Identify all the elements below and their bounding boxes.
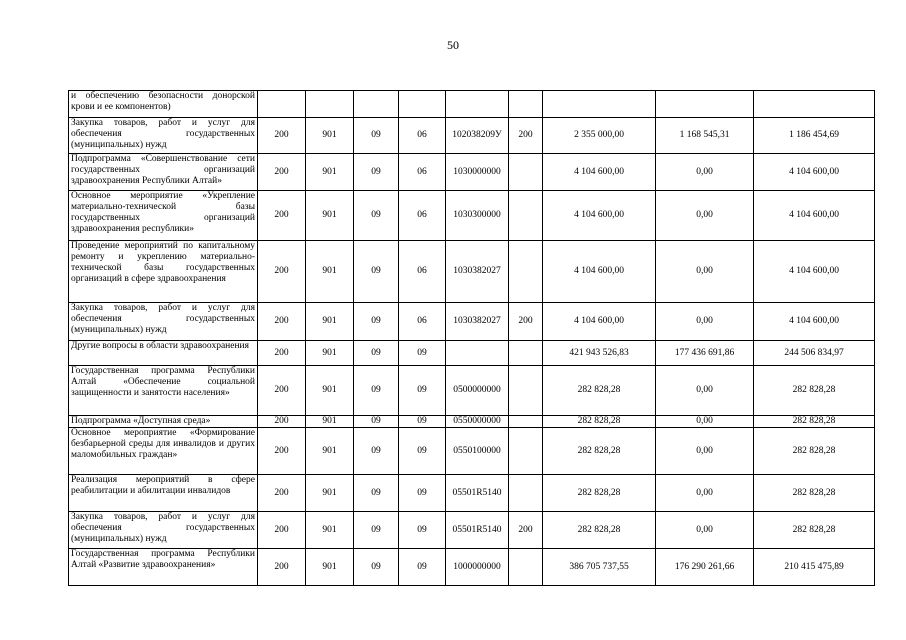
subdivision-code-cell: 09: [399, 341, 446, 366]
expense-type-cell: [509, 428, 543, 475]
amount-planned-cell: 4 104 600,00: [543, 191, 656, 241]
amount-executed-cell: [656, 91, 754, 118]
target-article-cell: 102038209У: [446, 118, 509, 154]
division-code-cell: 09: [354, 241, 399, 303]
ministry-code-cell: 901: [306, 549, 354, 586]
amount-executed-cell: 0,00: [656, 191, 754, 241]
amount-remaining-cell: 282 828,28: [754, 428, 875, 475]
row-name-cell: Подпрограмма «Совершенствование сети государственных организаций здравоохранения Республики Алтай»: [69, 154, 258, 191]
table-row: [69, 428, 875, 475]
section-code-cell: 200: [258, 241, 306, 303]
table-row: [69, 191, 875, 241]
row-name-cell: Другие вопросы в области здравоохранения: [69, 341, 258, 366]
table-row: [69, 241, 875, 303]
row-name-cell: Подпрограмма «Доступная среда»: [69, 416, 258, 428]
amount-executed-cell: 0,00: [656, 416, 754, 428]
section-code-cell: 200: [258, 366, 306, 416]
expense-type-cell: 200: [509, 303, 543, 341]
budget-table: [68, 90, 875, 586]
table-row: [69, 512, 875, 549]
target-article-cell: 1030000000: [446, 154, 509, 191]
amount-remaining-cell: 244 506 834,97: [754, 341, 875, 366]
amount-remaining-cell: [754, 91, 875, 118]
division-code-cell: 09: [354, 475, 399, 512]
subdivision-code-cell: 09: [399, 512, 446, 549]
table-row: [69, 475, 875, 512]
amount-planned-cell: 4 104 600,00: [543, 241, 656, 303]
division-code-cell: 09: [354, 512, 399, 549]
division-code-cell: 09: [354, 428, 399, 475]
subdivision-code-cell: 06: [399, 303, 446, 341]
row-name-cell: Основное мероприятие «Формирование безбарьерной среды для инвалидов и других маломобильных граждан»: [69, 428, 258, 475]
ministry-code-cell: 901: [306, 512, 354, 549]
section-code-cell: 200: [258, 191, 306, 241]
target-article-cell: 1030382027: [446, 303, 509, 341]
amount-remaining-cell: 282 828,28: [754, 366, 875, 416]
amount-executed-cell: 0,00: [656, 303, 754, 341]
amount-planned-cell: 386 705 737,55: [543, 549, 656, 586]
amount-executed-cell: 1 168 545,31: [656, 118, 754, 154]
amount-remaining-cell: 282 828,28: [754, 512, 875, 549]
row-name-cell: Закупка товаров, работ и услуг для обеспечения государственных (муниципальных) нужд: [69, 512, 258, 549]
amount-executed-cell: 0,00: [656, 512, 754, 549]
target-article-cell: [446, 341, 509, 366]
target-article-cell: 1030300000: [446, 191, 509, 241]
division-code-cell: 09: [354, 118, 399, 154]
target-article-cell: 0550100000: [446, 428, 509, 475]
division-code-cell: [354, 91, 399, 118]
ministry-code-cell: [306, 91, 354, 118]
amount-planned-cell: 4 104 600,00: [543, 303, 656, 341]
amount-planned-cell: [543, 91, 656, 118]
section-code-cell: [258, 91, 306, 118]
target-article-cell: 0550000000: [446, 416, 509, 428]
amount-planned-cell: 421 943 526,83: [543, 341, 656, 366]
amount-remaining-cell: 1 186 454,69: [754, 118, 875, 154]
amount-remaining-cell: 4 104 600,00: [754, 191, 875, 241]
expense-type-cell: [509, 241, 543, 303]
target-article-cell: 1030382027: [446, 241, 509, 303]
subdivision-code-cell: 06: [399, 118, 446, 154]
amount-executed-cell: 0,00: [656, 366, 754, 416]
division-code-cell: 09: [354, 549, 399, 586]
section-code-cell: 200: [258, 428, 306, 475]
table-row: [69, 91, 875, 118]
amount-remaining-cell: 4 104 600,00: [754, 154, 875, 191]
section-code-cell: 200: [258, 341, 306, 366]
division-code-cell: 09: [354, 303, 399, 341]
target-article-cell: 0500000000: [446, 366, 509, 416]
expense-type-cell: [509, 366, 543, 416]
ministry-code-cell: 901: [306, 416, 354, 428]
amount-planned-cell: 2 355 000,00: [543, 118, 656, 154]
table-row: [69, 549, 875, 586]
subdivision-code-cell: 09: [399, 428, 446, 475]
division-code-cell: 09: [354, 366, 399, 416]
row-name-cell: Закупка товаров, работ и услуг для обеспечения государственных (муниципальных) нужд: [69, 303, 258, 341]
ministry-code-cell: 901: [306, 366, 354, 416]
amount-planned-cell: 282 828,28: [543, 428, 656, 475]
subdivision-code-cell: 09: [399, 549, 446, 586]
row-name-cell: Основное мероприятие «Укрепление материально-технической базы государственных организаций здравоохранения республики»: [69, 191, 258, 241]
table-row: [69, 154, 875, 191]
subdivision-code-cell: 09: [399, 475, 446, 512]
table-row: [69, 416, 875, 428]
division-code-cell: 09: [354, 341, 399, 366]
section-code-cell: 200: [258, 512, 306, 549]
table-row: [69, 118, 875, 154]
ministry-code-cell: 901: [306, 118, 354, 154]
amount-remaining-cell: 4 104 600,00: [754, 241, 875, 303]
amount-planned-cell: 282 828,28: [543, 416, 656, 428]
amount-executed-cell: 0,00: [656, 154, 754, 191]
expense-type-cell: [509, 154, 543, 191]
amount-planned-cell: 282 828,28: [543, 366, 656, 416]
section-code-cell: 200: [258, 549, 306, 586]
amount-executed-cell: 176 290 261,66: [656, 549, 754, 586]
target-article-cell: 05501R5140: [446, 475, 509, 512]
ministry-code-cell: 901: [306, 341, 354, 366]
table-body: [69, 91, 875, 586]
amount-executed-cell: 0,00: [656, 475, 754, 512]
amount-remaining-cell: 4 104 600,00: [754, 303, 875, 341]
ministry-code-cell: 901: [306, 303, 354, 341]
expense-type-cell: [509, 91, 543, 118]
subdivision-code-cell: 06: [399, 241, 446, 303]
expense-type-cell: 200: [509, 512, 543, 549]
table-row: [69, 341, 875, 366]
row-name-cell: и обеспечению безопасности донорской крови и ее компонентов): [69, 91, 258, 118]
table-row: [69, 366, 875, 416]
subdivision-code-cell: [399, 91, 446, 118]
amount-executed-cell: 177 436 691,86: [656, 341, 754, 366]
expense-type-cell: [509, 475, 543, 512]
ministry-code-cell: 901: [306, 428, 354, 475]
target-article-cell: [446, 91, 509, 118]
amount-remaining-cell: 210 415 475,89: [754, 549, 875, 586]
row-name-cell: Реализация мероприятий в сфере реабилитации и абилитации инвалидов: [69, 475, 258, 512]
expense-type-cell: [509, 416, 543, 428]
expense-type-cell: [509, 341, 543, 366]
ministry-code-cell: 901: [306, 241, 354, 303]
amount-planned-cell: 282 828,28: [543, 512, 656, 549]
amount-remaining-cell: 282 828,28: [754, 416, 875, 428]
section-code-cell: 200: [258, 475, 306, 512]
division-code-cell: 09: [354, 416, 399, 428]
section-code-cell: 200: [258, 303, 306, 341]
division-code-cell: 09: [354, 191, 399, 241]
target-article-cell: 1000000000: [446, 549, 509, 586]
ministry-code-cell: 901: [306, 154, 354, 191]
subdivision-code-cell: 09: [399, 366, 446, 416]
page-number: 50: [447, 38, 459, 52]
amount-planned-cell: 4 104 600,00: [543, 154, 656, 191]
division-code-cell: 09: [354, 154, 399, 191]
row-name-cell: Государственная программа Республики Алтай «Обеспечение социальной защищенности и занятости населения»: [69, 366, 258, 416]
subdivision-code-cell: 06: [399, 191, 446, 241]
ministry-code-cell: 901: [306, 191, 354, 241]
row-name-cell: Проведение мероприятий по капитальному ремонту и укреплению материально-технической базы государственных организаций в сфере здравоохранения: [69, 241, 258, 303]
ministry-code-cell: 901: [306, 475, 354, 512]
section-code-cell: 200: [258, 416, 306, 428]
section-code-cell: 200: [258, 118, 306, 154]
expense-type-cell: [509, 191, 543, 241]
row-name-cell: Государственная программа Республики Алтай «Развитие здравоохранения»: [69, 549, 258, 586]
expense-type-cell: [509, 549, 543, 586]
expense-type-cell: 200: [509, 118, 543, 154]
subdivision-code-cell: 06: [399, 154, 446, 191]
amount-planned-cell: 282 828,28: [543, 475, 656, 512]
subdivision-code-cell: 09: [399, 416, 446, 428]
amount-remaining-cell: 282 828,28: [754, 475, 875, 512]
amount-executed-cell: 0,00: [656, 428, 754, 475]
target-article-cell: 05501R5140: [446, 512, 509, 549]
section-code-cell: 200: [258, 154, 306, 191]
table-row: [69, 303, 875, 341]
row-name-cell: Закупка товаров, работ и услуг для обеспечения государственных (муниципальных) нужд: [69, 118, 258, 154]
amount-executed-cell: 0,00: [656, 241, 754, 303]
